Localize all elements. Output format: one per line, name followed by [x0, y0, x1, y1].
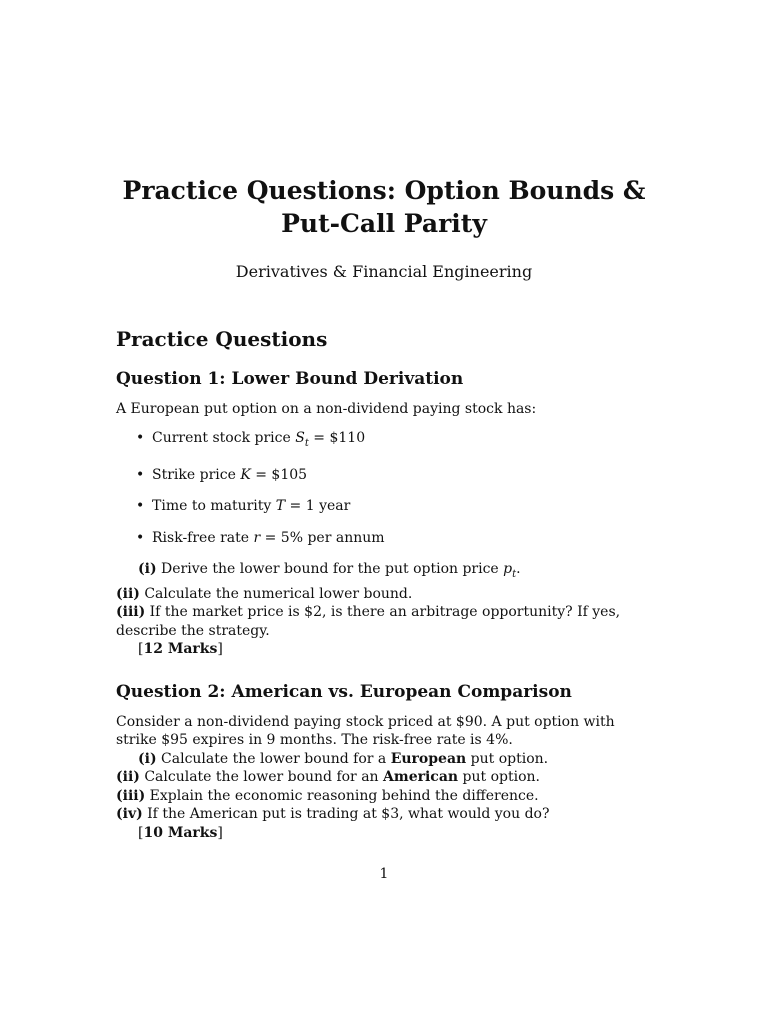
question-1-heading: Question 1: Lower Bound Derivation [116, 369, 464, 389]
question-2-part-iv: (iv) If the American put is trading at $3, what would you do? [116, 806, 550, 823]
question-2-part-iii: (iii) Explain the economic reasoning behind the difference. [116, 787, 539, 804]
title-line-2: Put-Call Parity [281, 209, 487, 238]
question-1 [116, 368, 656, 659]
question-1-part-ii: (ii) Calculate the numerical lower bound. [116, 585, 413, 602]
question-1-marks: [12 Marks] [138, 641, 223, 658]
question-2-intro: Consider a non-dividend paying stock priced at $90. A put option with strike $95 expires in 9 months. The risk-free rate is 4%. [116, 713, 615, 749]
question-1-given-list [116, 429, 656, 548]
question-1-intro: A European put option on a non-dividend paying stock has: [116, 401, 537, 417]
document-title [84, 174, 684, 240]
document-subtitle: Derivatives & Financial Engineering [235, 262, 533, 281]
title-line-1: Practice Questions: Option Bounds & [122, 176, 646, 205]
document-body [116, 326, 656, 864]
question-2 [116, 681, 656, 843]
page-number: 1 [379, 866, 389, 882]
question-2-part-ii: (ii) Calculate the lower bound for an American put option. [116, 769, 540, 786]
question-1-part-i: (i) Derive the lower bound for the put option price $p_t$. [138, 561, 521, 581]
list-item: • Current stock price $S_t$ = $110 [136, 429, 656, 453]
question-2-part-i: (i) Calculate the lower bound for a European put option. [138, 750, 549, 767]
list-item: • Risk-free rate r = 5% per annum [136, 529, 656, 548]
question-2-heading: Question 2: American vs. European Comparison [116, 681, 572, 702]
question-2-marks: [10 Marks] [138, 824, 223, 841]
section-heading: Practice Questions [116, 327, 328, 351]
list-item: • Strike price K = $105 [136, 466, 656, 485]
question-1-part-iii: (iii) If the market price is $2, is there an arbitrage opportunity? If yes, describe the strategy. [116, 604, 621, 639]
list-item: • Time to maturity T = 1 year [136, 497, 656, 516]
